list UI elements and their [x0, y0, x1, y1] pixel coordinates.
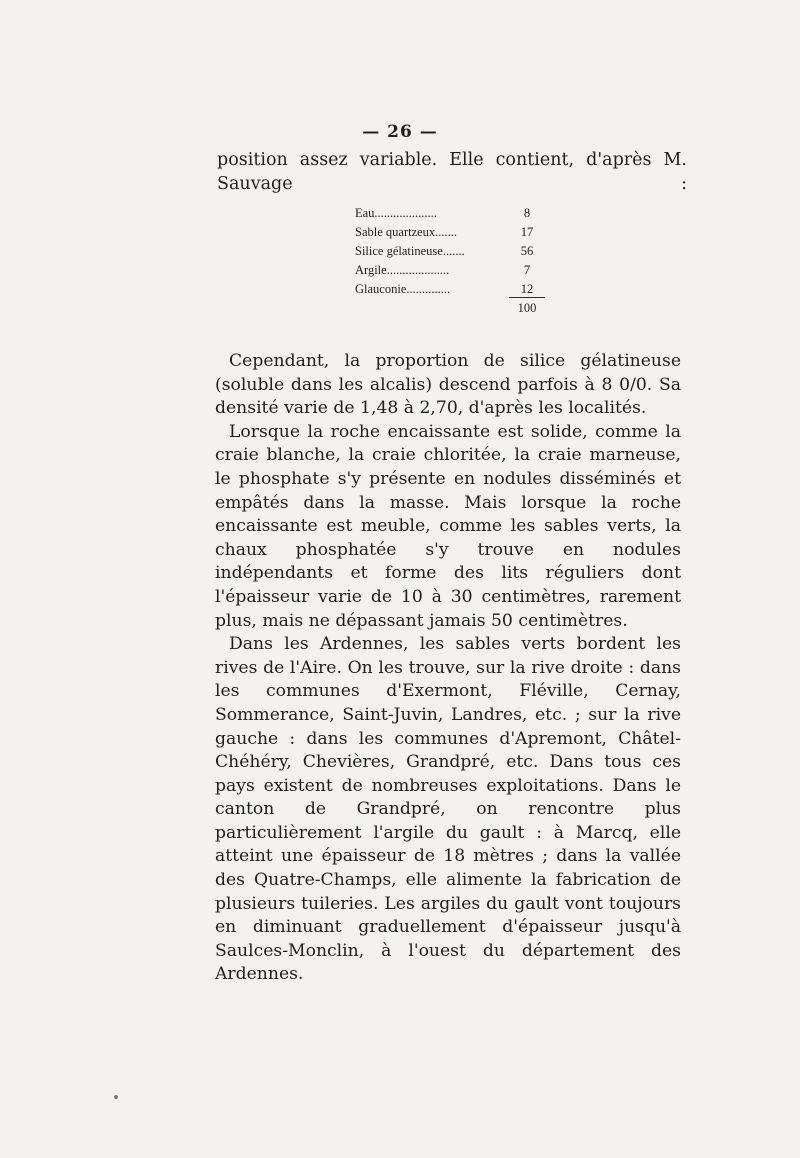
component-name: Argile....................: [355, 263, 450, 277]
composition-row: [355, 261, 545, 280]
paragraph: Lorsque la roche encaissante est solide, comme la craie blanche, la craie chloritée, la craie marneuse, le phosphate s'y présente en nodules disséminés et empâtés dans la masse. Mais lorsque la roche encaissante est meuble, comme les sables verts, la chaux phosphatée s'y trouve en nodules indépendants et forme des lits réguliers dont l'épaisseur varie de 10 à 30 centimètres, rarement plus, mais ne dépassant jamais 50 centimètres.: [215, 421, 681, 631]
composition-row: [355, 204, 545, 223]
composition-total: 100: [517, 301, 537, 315]
sum-rule: [509, 297, 545, 298]
component-value: 12: [520, 282, 534, 296]
component-name: Sable quartzeux.......: [355, 225, 458, 239]
component-value: 7: [523, 263, 531, 277]
component-value: 17: [520, 225, 534, 239]
paragraph: Dans les Ardennes, les sables verts bordent les rives de l'Aire. On les trouve, sur la rive droite : dans les communes d'Exermont, Fléville, Cernay, Sommerance, Saint-Juvin, Landres, etc. ; sur la rive gauche : dans les communes d'Apremont, Châtel-Chéhéry, Chevières, Grandpré, etc. Dans tous ces pays existent de nombreuses exploitations. Dans le canton de Grandpré, on rencontre plus particulièrement l'argile du gault : à Marcq, elle atteint une épaisseur de 18 mètres ; dans la vallée des Quatre-Champs, elle alimente la fabrication de plusieurs tuileries. Les argiles du gault vont toujours en diminuant graduellement d'épaisseur jusqu'à Saulces-Monclin, à l'ouest du département des Ardennes.: [215, 634, 681, 985]
component-name: Eau....................: [355, 206, 437, 220]
paragraph: Cependant, la proportion de silice gélatineuse (soluble dans les alcalis) descend parfois à 8 0/0. Sa densité varie de 1,48 à 2,70, d'après les localités.: [215, 351, 681, 419]
component-name: Silice gélatineuse.......: [355, 244, 465, 258]
composition-table: [355, 204, 545, 299]
component-value: 8: [523, 206, 531, 220]
intro-line: position assez variable. Elle contient, d'après M. Sauvage :: [217, 150, 687, 194]
page-number: — 26 —: [362, 122, 438, 142]
paper-speck: [114, 1095, 118, 1099]
body-text: [215, 350, 681, 987]
composition-row: [355, 242, 545, 261]
component-value: 56: [520, 244, 534, 258]
composition-row: [355, 223, 545, 242]
component-name: Glauconie..............: [355, 282, 451, 296]
